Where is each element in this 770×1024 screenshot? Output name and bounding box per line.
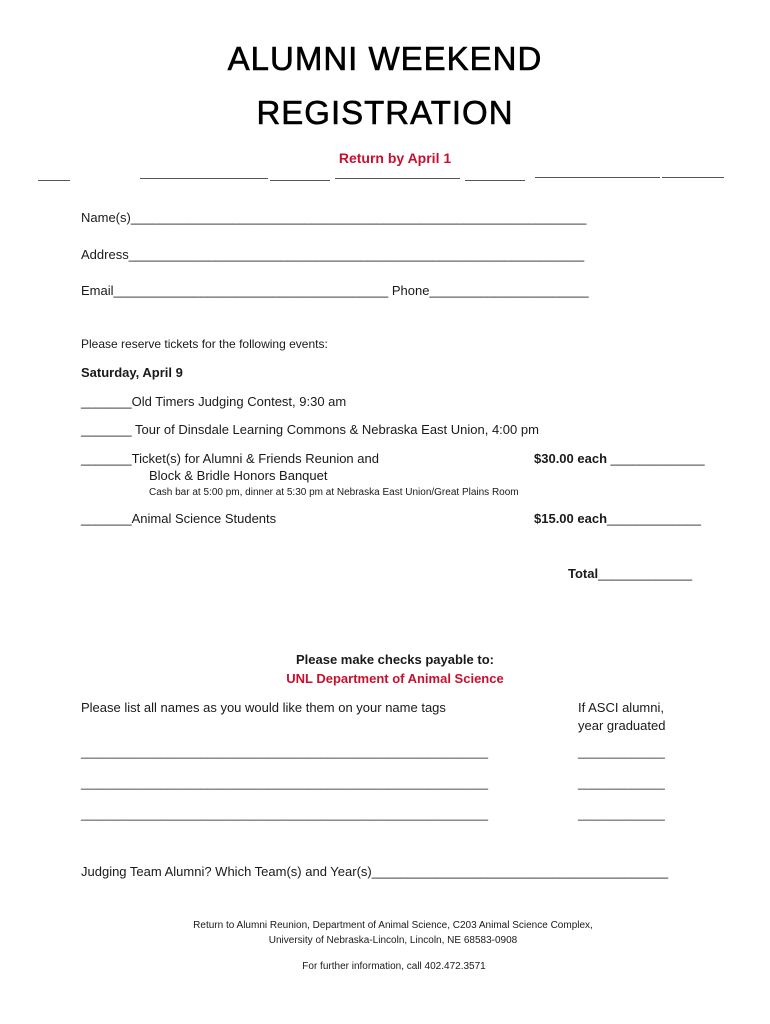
- email-field[interactable]: ______________________________________: [113, 283, 389, 298]
- judging-team-label: Judging Team Alumni? Which Team(s) and Year(s): [81, 864, 372, 879]
- address-row: [81, 247, 584, 262]
- event-row-banquet: [81, 451, 379, 466]
- total-label: Total: [568, 566, 599, 581]
- events-intro: Please reserve tickets for the following events:: [81, 337, 328, 351]
- students-price: $15.00 each: [534, 511, 608, 526]
- grad-year-field[interactable]: _____________: [578, 807, 665, 821]
- names-row: [81, 210, 586, 225]
- form-title-line2: REGISTRATION: [256, 94, 514, 131]
- payment-payee: UNL Department of Animal Science: [286, 671, 504, 686]
- banquet-note: Cash bar at 5:00 pm, dinner at 5:30 pm at Nebraska East Union/Great Plains Room: [149, 487, 519, 498]
- banquet-amount-field[interactable]: _____________: [610, 451, 705, 466]
- event-quantity-field[interactable]: _______: [81, 422, 132, 437]
- students-quantity-field[interactable]: _______: [81, 511, 132, 526]
- email-phone-row: [81, 283, 589, 298]
- names-label: Name(s): [81, 210, 131, 225]
- total-amount-field[interactable]: _____________: [598, 566, 693, 581]
- event-label: Old Timers Judging Contest, 9:30 am: [131, 394, 347, 409]
- names-field[interactable]: _______________________________________________________________: [130, 210, 587, 225]
- banquet-quantity-field[interactable]: _______: [81, 451, 132, 466]
- event-label: Tour of Dinsdale Learning Commons & Nebraska East Union, 4:00 pm: [131, 422, 539, 437]
- address-field[interactable]: _______________________________________________________________: [128, 247, 585, 262]
- payment-instruction: Please make checks payable to:: [295, 652, 494, 667]
- judging-team-row: [81, 864, 668, 879]
- students-label: Animal Science Students: [131, 511, 277, 526]
- banquet-label-line2: Block & Bridle Honors Banquet: [149, 468, 328, 483]
- name-tag-field[interactable]: _____________________________________________________________: [81, 776, 489, 790]
- event-row-students: [81, 511, 276, 526]
- alumni-year-header-line1: If ASCI alumni,: [578, 700, 664, 715]
- footer-return-address-line2: University of Nebraska-Lincoln, Lincoln, NE 68583-0908: [268, 935, 518, 946]
- banquet-price: $30.00 each: [534, 451, 608, 466]
- grad-year-field[interactable]: _____________: [578, 745, 665, 759]
- event-quantity-field[interactable]: _______: [81, 394, 132, 409]
- event-day-heading: Saturday, April 9: [81, 365, 183, 380]
- banquet-price-row: [534, 451, 705, 466]
- judging-team-field[interactable]: _________________________________________: [371, 864, 669, 879]
- phone-field[interactable]: ______________________: [429, 283, 589, 298]
- phone-label: Phone: [391, 283, 430, 298]
- name-tag-field[interactable]: _____________________________________________________________: [81, 807, 489, 821]
- email-label: Email: [81, 283, 114, 298]
- event-row-judging-contest: [81, 394, 346, 409]
- name-tags-instruction: Please list all names as you would like them on your name tags: [81, 700, 446, 715]
- students-amount-field[interactable]: _____________: [607, 511, 702, 526]
- event-row-tour: [81, 422, 539, 437]
- address-label: Address: [81, 247, 129, 262]
- total-row: [568, 566, 692, 581]
- return-by-date: Return by April 1: [338, 150, 452, 166]
- form-title-line1: ALUMNI WEEKEND: [227, 40, 543, 77]
- banquet-label: Ticket(s) for Alumni & Friends Reunion and: [131, 451, 379, 466]
- footer-return-address-line1: Return to Alumni Reunion, Department of Animal Science, C203 Animal Science Complex,: [193, 920, 593, 931]
- students-price-row: [534, 511, 701, 526]
- alumni-year-header-line2: year graduated: [578, 718, 666, 733]
- name-tag-field[interactable]: _____________________________________________________________: [81, 745, 489, 759]
- footer-info-phone: For further information, call 402.472.3571: [302, 961, 486, 972]
- grad-year-field[interactable]: _____________: [578, 776, 665, 790]
